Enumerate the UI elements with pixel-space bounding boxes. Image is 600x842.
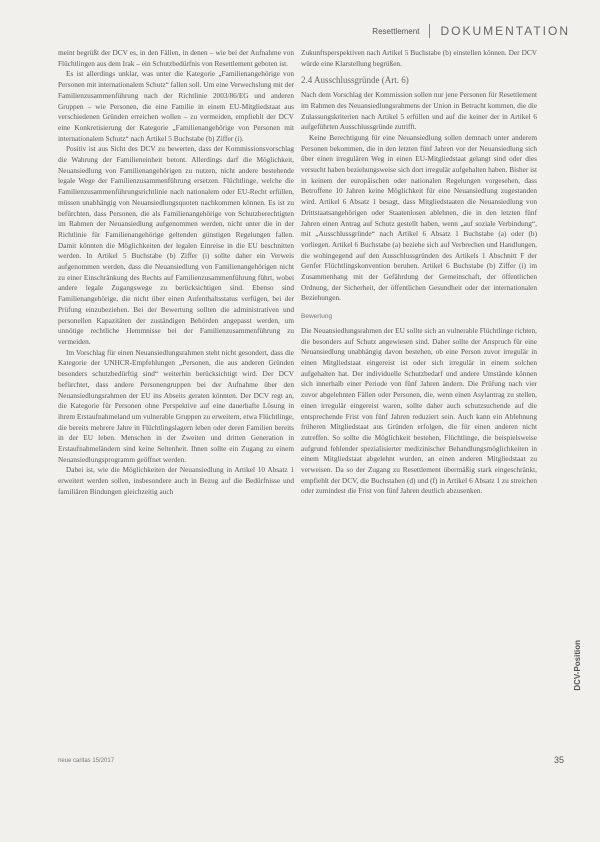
paragraph: Keine Berechtigung für eine Neuansiedlung sollen demnach unter anderem Personen bekommen, die in den letzten fünf Jahren vor der Neuansiedlung sich über einen irregulären Weg in einen EU-Mitgliedstaat gelangt sind oder dies versucht haben beziehungsweise sich dort irregulär aufgehalten haben. Bisher ist in keinem der europäischen oder nationalen Regelungen vorgesehen, dass Betroffene 10 Jahren keine Möglichkeit für eine Neuansiedlung zugestanden wird. Artikel 6 Absatz 1 besagt, dass Mitgliedstaaten die Neuansiedlung von Drittstaatsangehörigen oder Staatenlosen ablehnen, die in den letzten fünf Jahren einen Antrag auf Schutz gestellt haben, wenn „auf soziale Verbindung“, mit „Ausschlussgründe“ nach Artikel 6 Absatz 1 Buchstabe (a) oder (b) vorliegen. Artikel 6 Buchstabe (a) beziehe sich auf Verbrechen und Handlungen, die wohingegend auf den Ausschlussgründen des Artikels 1 Abschnitt F der Genfer Flüchtlingskonvention beruhen. Artikel 6 Buchstabe (b) Ziffer (i) im Zusammenhang mit der Gefährdung der Gemeinschaft, der öffentlichen Ordnung, der Sicherheit, der öffentlichen Gesundheit oder der internationalen Beziehungen. xyxy=(301,132,537,303)
paragraph: Positiv ist aus Sicht des DCV zu bewerten, dass der Kommissionsvorschlag die Wahrung der Familieneinheit betont. Allerdings darf die Möglichkeit, Neuansiedlung von Familienangehörigen zu nutzen, nicht andere bestehende legale Wege der Familienzusammenführung ersetzen. Flüchtlinge, welche die Familienzusammenführungsrichtlinie nach nationalem oder EU-Recht erfüllen, müssen unabhängig von Neuansiedlungsquoten nachkommen können. Es ist zu befürchten, dass Personen, die als Familienangehörige von Schutzberechtigten im Rahmen der Neuansiedlung aufgenommen werden, nicht unter die in der Richtlinie für Familienangehörige geltenden günstigen Regelungen fallen. Damit könnten die Möglichkeiten der legalen Einreise in die EU beschnitten werden. In Artikel 5 Buchstabe (b) Ziffer (i) sollte daher ein Verweis aufgenommen werden, dass die Neuansiedlung von Familienangehörigen nicht zu einer Einschränkung des Rechts auf Familienzusammenführung führt, wobei andere legale Zugangswege zu berücksichtigen sind. Ebenso sind Familienangehörige, die nicht über einen Aufenthaltsstatus verfügen, bei der Prüfung einzubeziehen. Bei der Bewertung sollten die administrativen und personellen Kapazitäten der zuständigen Behörden angepasst werden, um unnötige rechtliche Hemmnisse bei der Familienzusammenführung zu vermeiden. xyxy=(58,144,294,346)
left-column xyxy=(58,48,294,498)
subheading: Bewertung xyxy=(301,313,333,321)
paragraph: Im Vorschlag für einen Neuansiedlungsrahmen steht nicht gesondert, dass die Kategorie der UNHCR-Empfehlungen „Personen, die aus anderen Gründen besonders schutzbedürftig sind“ weiterhin berücksichtigt wird. Der DCV befürchtet, dass andere Personengruppen bei der Aufnahme über den Neuansiedlungsrahmen der EU ins Abseits geraten könnten. Der DCV regt an, die Kategorie für Personen ohne Perspektive auf eine dauerhafte Lösung in ihrem Erstaufnahmeland um vulnerable Gruppen zu erweitern, etwa Flüchtlinge, die bereits mehrere Jahre in Flüchtlingslagern leben oder deren Familien bereits in der EU leben. Menschen in der Zweiten und dritten Generation in Erstaufnahmeländern sind keine Seltenheit. Ihnen sollte ein Zugang zu einem Neuansiedlungsprogramm geöffnet werden. xyxy=(58,347,294,464)
paragraph: Dabei ist, wie die Möglichkeiten der Neuansiedlung in Artikel 10 Absatz 1 erweitert werden sollen, insbesondere auch in Bezug auf die Bedürfnisse und familiären Bindungen gleichzeitig auch xyxy=(58,465,294,496)
paragraph: meint begrüßt der DCV es, in den Fällen, in denen – wie bei der Aufnahme von Flüchtlingen aus dem Irak – ein Schutzbedürfnis von Resettlement geboten ist. xyxy=(58,48,294,68)
paragraph: Es ist allerdings unklar, was unter die Kategorie „Familienangehörige von Personen mit internationalem Schutz“ fallen soll. Um eine Verwechslung mit der Familienzusammenführung nach der Richtlinie 2003/86/EG und anderen Gruppen – wie Personen, die eine Familie in einem EU-Mitgliedstaat aus verschiedenen Gründen erreichen wollen – zu vermeiden, empfiehlt der DCV eine Konkretisierung der Kategorie „Familienangehörige von Personen mit internationalem Schutz“ nach Artikel 5 Buchstabe (b) Ziffer (i). xyxy=(58,69,294,143)
footer-source: neue caritas 15/2017 xyxy=(58,758,115,764)
header-section: Resettlement xyxy=(372,26,420,36)
section-heading: 2.4 Ausschlussgründe (Art. 6) xyxy=(301,75,409,86)
paragraph: Zukunftsperspektiven nach Artikel 5 Buchstabe (b) einstellen können. Der DCV würde eine Klarstellung begrüßen. xyxy=(301,48,537,68)
header-divider xyxy=(429,24,430,38)
paragraph: Die Neuansiedlungsrahmen der EU sollte sich an vulnerable Flüchtlinge richten, die besonders auf Schutz angewiesen sind. Daher sollte der Anspruch für eine Neuansiedlung unabhängig davon bestehen, ob eine Person zuvor irregulär in einen Mitgliedstaat eingereist ist oder sich irregulär in einem solchen aufgehalten hat. Der individuelle Schutzbedarf und andere Umstände können sich innerhalb einer Periode von fünf Jahren ändern. Die Prüfung nach vier zuvor abgelehnten Fällen oder Personen, die, wenn einen Asylantrag zu stellen, einen irregulär eingereist waren, sollte daher auch schutzsuchende auf die entsprechende Frist von fünf Jahren reduziert sein. Auch kann ein Ablehnung früheren Mitgliedstaat aus Gründen erfolgen, die für einen anderen nicht zutreffen. So sollte die Möglichkeit bestehen, Flüchtlinge, die beispielsweise aufgrund fehlender spezialisierter medizinischer Behandlungsmöglichkeiten in einem Mitgliedstaat abgelehnt wurden, an einen anderen Mitgliedstaat zu verweisen. Da so der Zugang zu Resettlement übermäßig stark eingeschränkt, empfiehlt der DCV, die Buchstaben (d) und (f) in Artikel 6 Absatz 1 zu streichen oder zumindest die Frist von fünf Jahren deutlich abzusenken. xyxy=(301,325,537,496)
page-header xyxy=(60,20,570,42)
side-label: DCV-Position xyxy=(573,640,582,691)
paragraph: Nach dem Vorschlag der Kommission sollen nur jene Personen für Resettlement im Rahmen des Neuansiedlungsrahmens der Union in Betracht kommen, die die Zulassungskriterien nach Artikel 5 erfüllen und auf die keiner der in Artikel 6 aufgeführten Ausschlussgründe zutrifft. xyxy=(301,90,537,132)
header-doc-title: DOKUMENTATION xyxy=(440,24,570,38)
right-column xyxy=(301,48,537,497)
page-number: 35 xyxy=(553,755,564,765)
